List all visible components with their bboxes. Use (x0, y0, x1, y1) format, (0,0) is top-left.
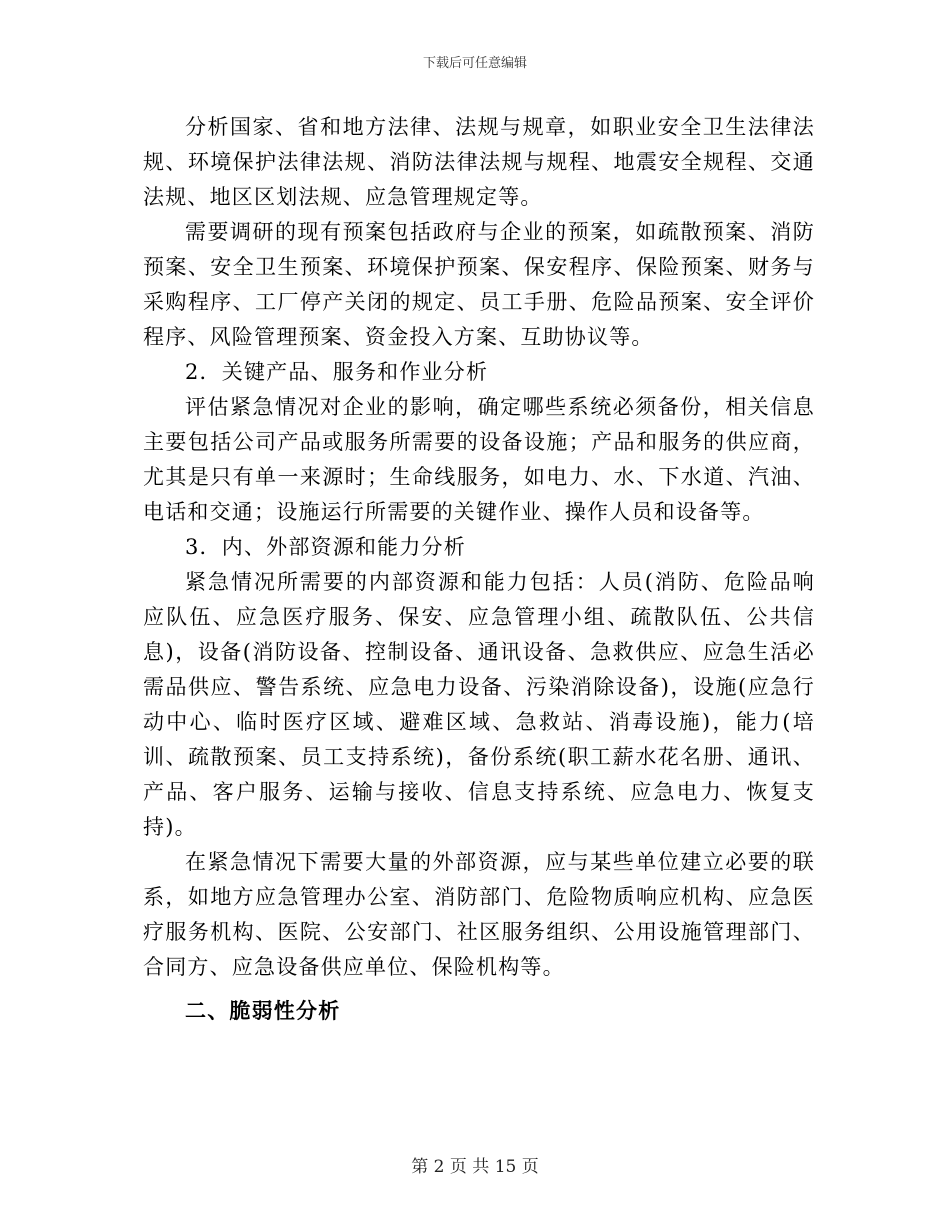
paragraph-laws: 分析国家、省和地方法律、法规与规章，如职业安全卫生法律法规、环境保护法律法规、消防法律法规与规程、地震安全规程、交通法规、地区区划法规、应急管理规定等。 (143, 115, 815, 209)
subheading-resources: 3．内、外部资源和能力分析 (185, 535, 466, 559)
subheading-key-products: 2．关键产品、服务和作业分析 (185, 360, 489, 384)
paragraph-impact-assessment: 评估紧急情况对企业的影响，确定哪些系统必须备份，相关信息主要包括公司产品或服务所需要的设备设施；产品和服务的供应商，尤其是只有单一来源时；生命线服务，如电力、水、下水道、汽油、电话和交通；设施运行所需要的关键作业、操作人员和设备等。 (143, 395, 815, 524)
paragraph-external-resources: 在紧急情况下需要大量的外部资源，应与某些单位建立必要的联系，如地方应急管理办公室、消防部门、危险物质响应机构、应急医疗服务机构、医院、公安部门、社区服务组织、公用设施管理部门、合同方、应急设备供应单位、保险机构等。 (143, 850, 815, 979)
page-header: 下载后可任意编辑 (422, 56, 527, 71)
page-footer: 第 2 页 共 15 页 (411, 1157, 539, 1177)
document-body (143, 110, 815, 1028)
paragraph-internal-resources: 紧急情况所需要的内部资源和能力包括：人员(消防、危险品响应队伍、应急医疗服务、保安、应急管理小组、疏散队伍、公共信息)，设备(消防设备、控制设备、通讯设备、急救供应、应急生活必需品供应、警告系统、应急电力设备、污染消除设备)，设施(应急行动中心、临时医疗区域、避难区域、急救站、消毒设施)，能力(培训、疏散预案、员工支持系统)，备份系统(职工薪水花名册、通讯、产品、客户服务、运输与接收、信息支持系统、应急电力、恢复支持)。 (143, 570, 815, 839)
paragraph-existing-plans: 需要调研的现有预案包括政府与企业的预案，如疏散预案、消防预案、安全卫生预案、环境保护预案、保安程序、保险预案、财务与采购程序、工厂停产关闭的规定、员工手册、危险品预案、安全评价程序、风险管理预案、资金投入方案、互助协议等。 (143, 220, 815, 349)
section-heading-vulnerability: 二、脆弱性分析 (185, 998, 341, 1023)
